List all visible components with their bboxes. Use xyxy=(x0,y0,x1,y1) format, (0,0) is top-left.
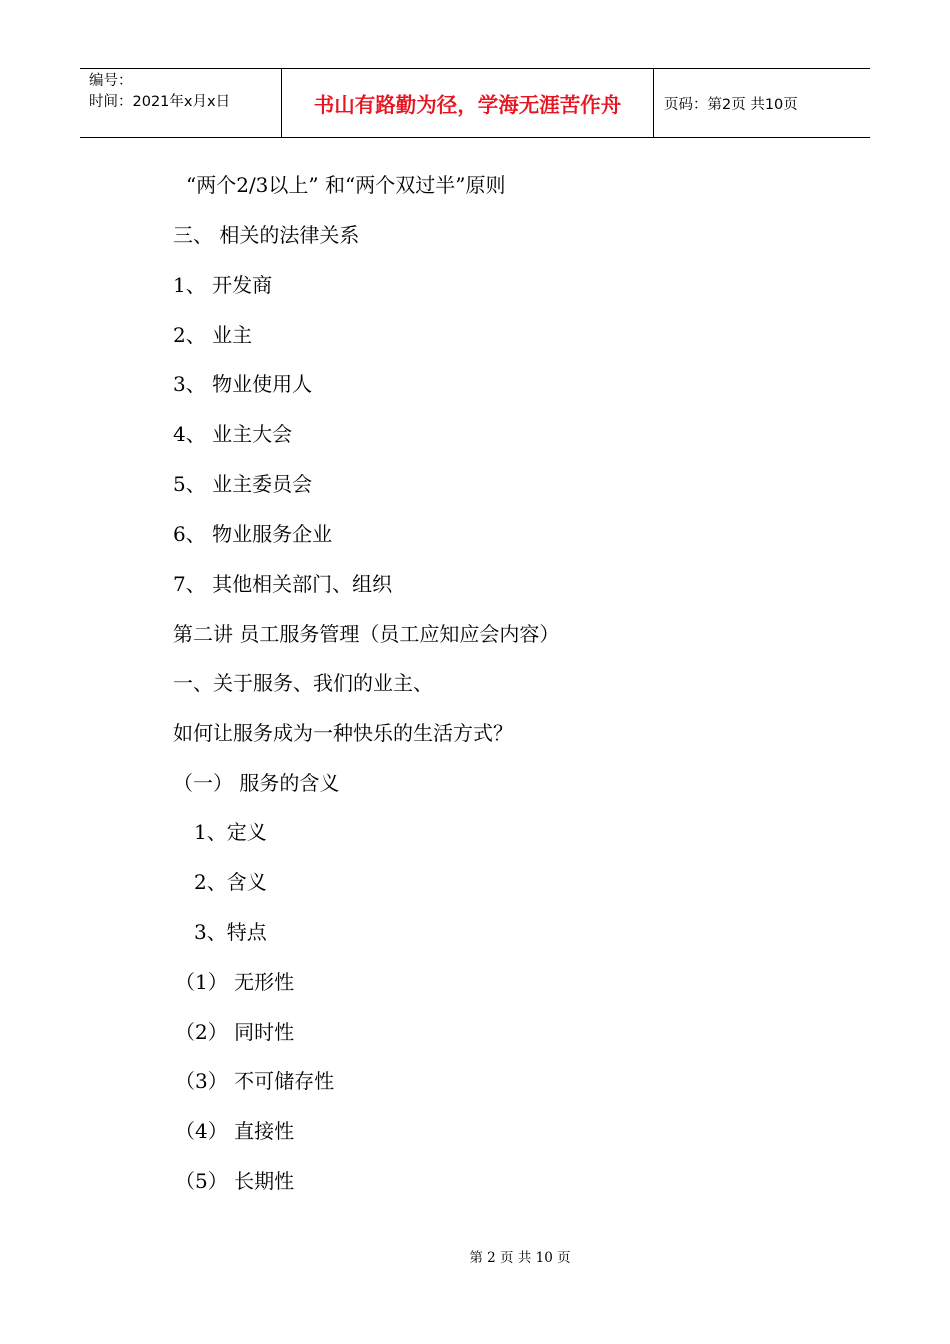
serial-number-label: 编号： xyxy=(89,73,133,89)
header-motto: 书山有路勤为径，学海无涯苦作舟 xyxy=(282,69,654,137)
list-item: （5） 长期性 xyxy=(175,1169,295,1193)
list-item: （2） 同时性 xyxy=(175,1020,295,1044)
list-item: （1） 无形性 xyxy=(175,970,295,994)
question-line: 如何让服务成为一种快乐的生活方式？ xyxy=(173,721,513,745)
header-meta-cell xyxy=(80,69,282,137)
list-item: 1、定义 xyxy=(194,820,267,844)
section-heading-legal-relations: 三、 相关的法律关系 xyxy=(173,223,360,247)
list-item: 3、特点 xyxy=(194,920,267,944)
lecture-heading: 第二讲 员工服务管理（员工应知应会内容） xyxy=(173,622,560,646)
date-label: 时间：2021年x月x日 xyxy=(89,94,231,110)
header-page-info: 页码：第2页 共10页 xyxy=(664,96,798,113)
page-footer: 第 2 页 共 10 页 xyxy=(469,1250,571,1266)
list-item: （4） 直接性 xyxy=(175,1119,295,1143)
list-item: 2、含义 xyxy=(194,870,267,894)
list-item: 6、 物业服务企业 xyxy=(173,522,333,546)
page-header xyxy=(80,68,870,138)
subsection-heading: （一） 服务的含义 xyxy=(173,771,340,795)
list-item: （3） 不可储存性 xyxy=(175,1069,335,1093)
list-item: 7、 其他相关部门、组织 xyxy=(173,572,393,596)
list-item: 1、 开发商 xyxy=(173,273,273,297)
list-item: 3、 物业使用人 xyxy=(173,372,313,396)
list-item: 2、 业主 xyxy=(173,323,253,347)
section-heading-service: 一、关于服务、我们的业主、 xyxy=(173,671,433,695)
principle-line: “两个2/3以上” 和“两个双过半”原则 xyxy=(186,173,506,197)
list-item: 5、 业主委员会 xyxy=(173,472,313,496)
list-item: 4、 业主大会 xyxy=(173,422,293,446)
